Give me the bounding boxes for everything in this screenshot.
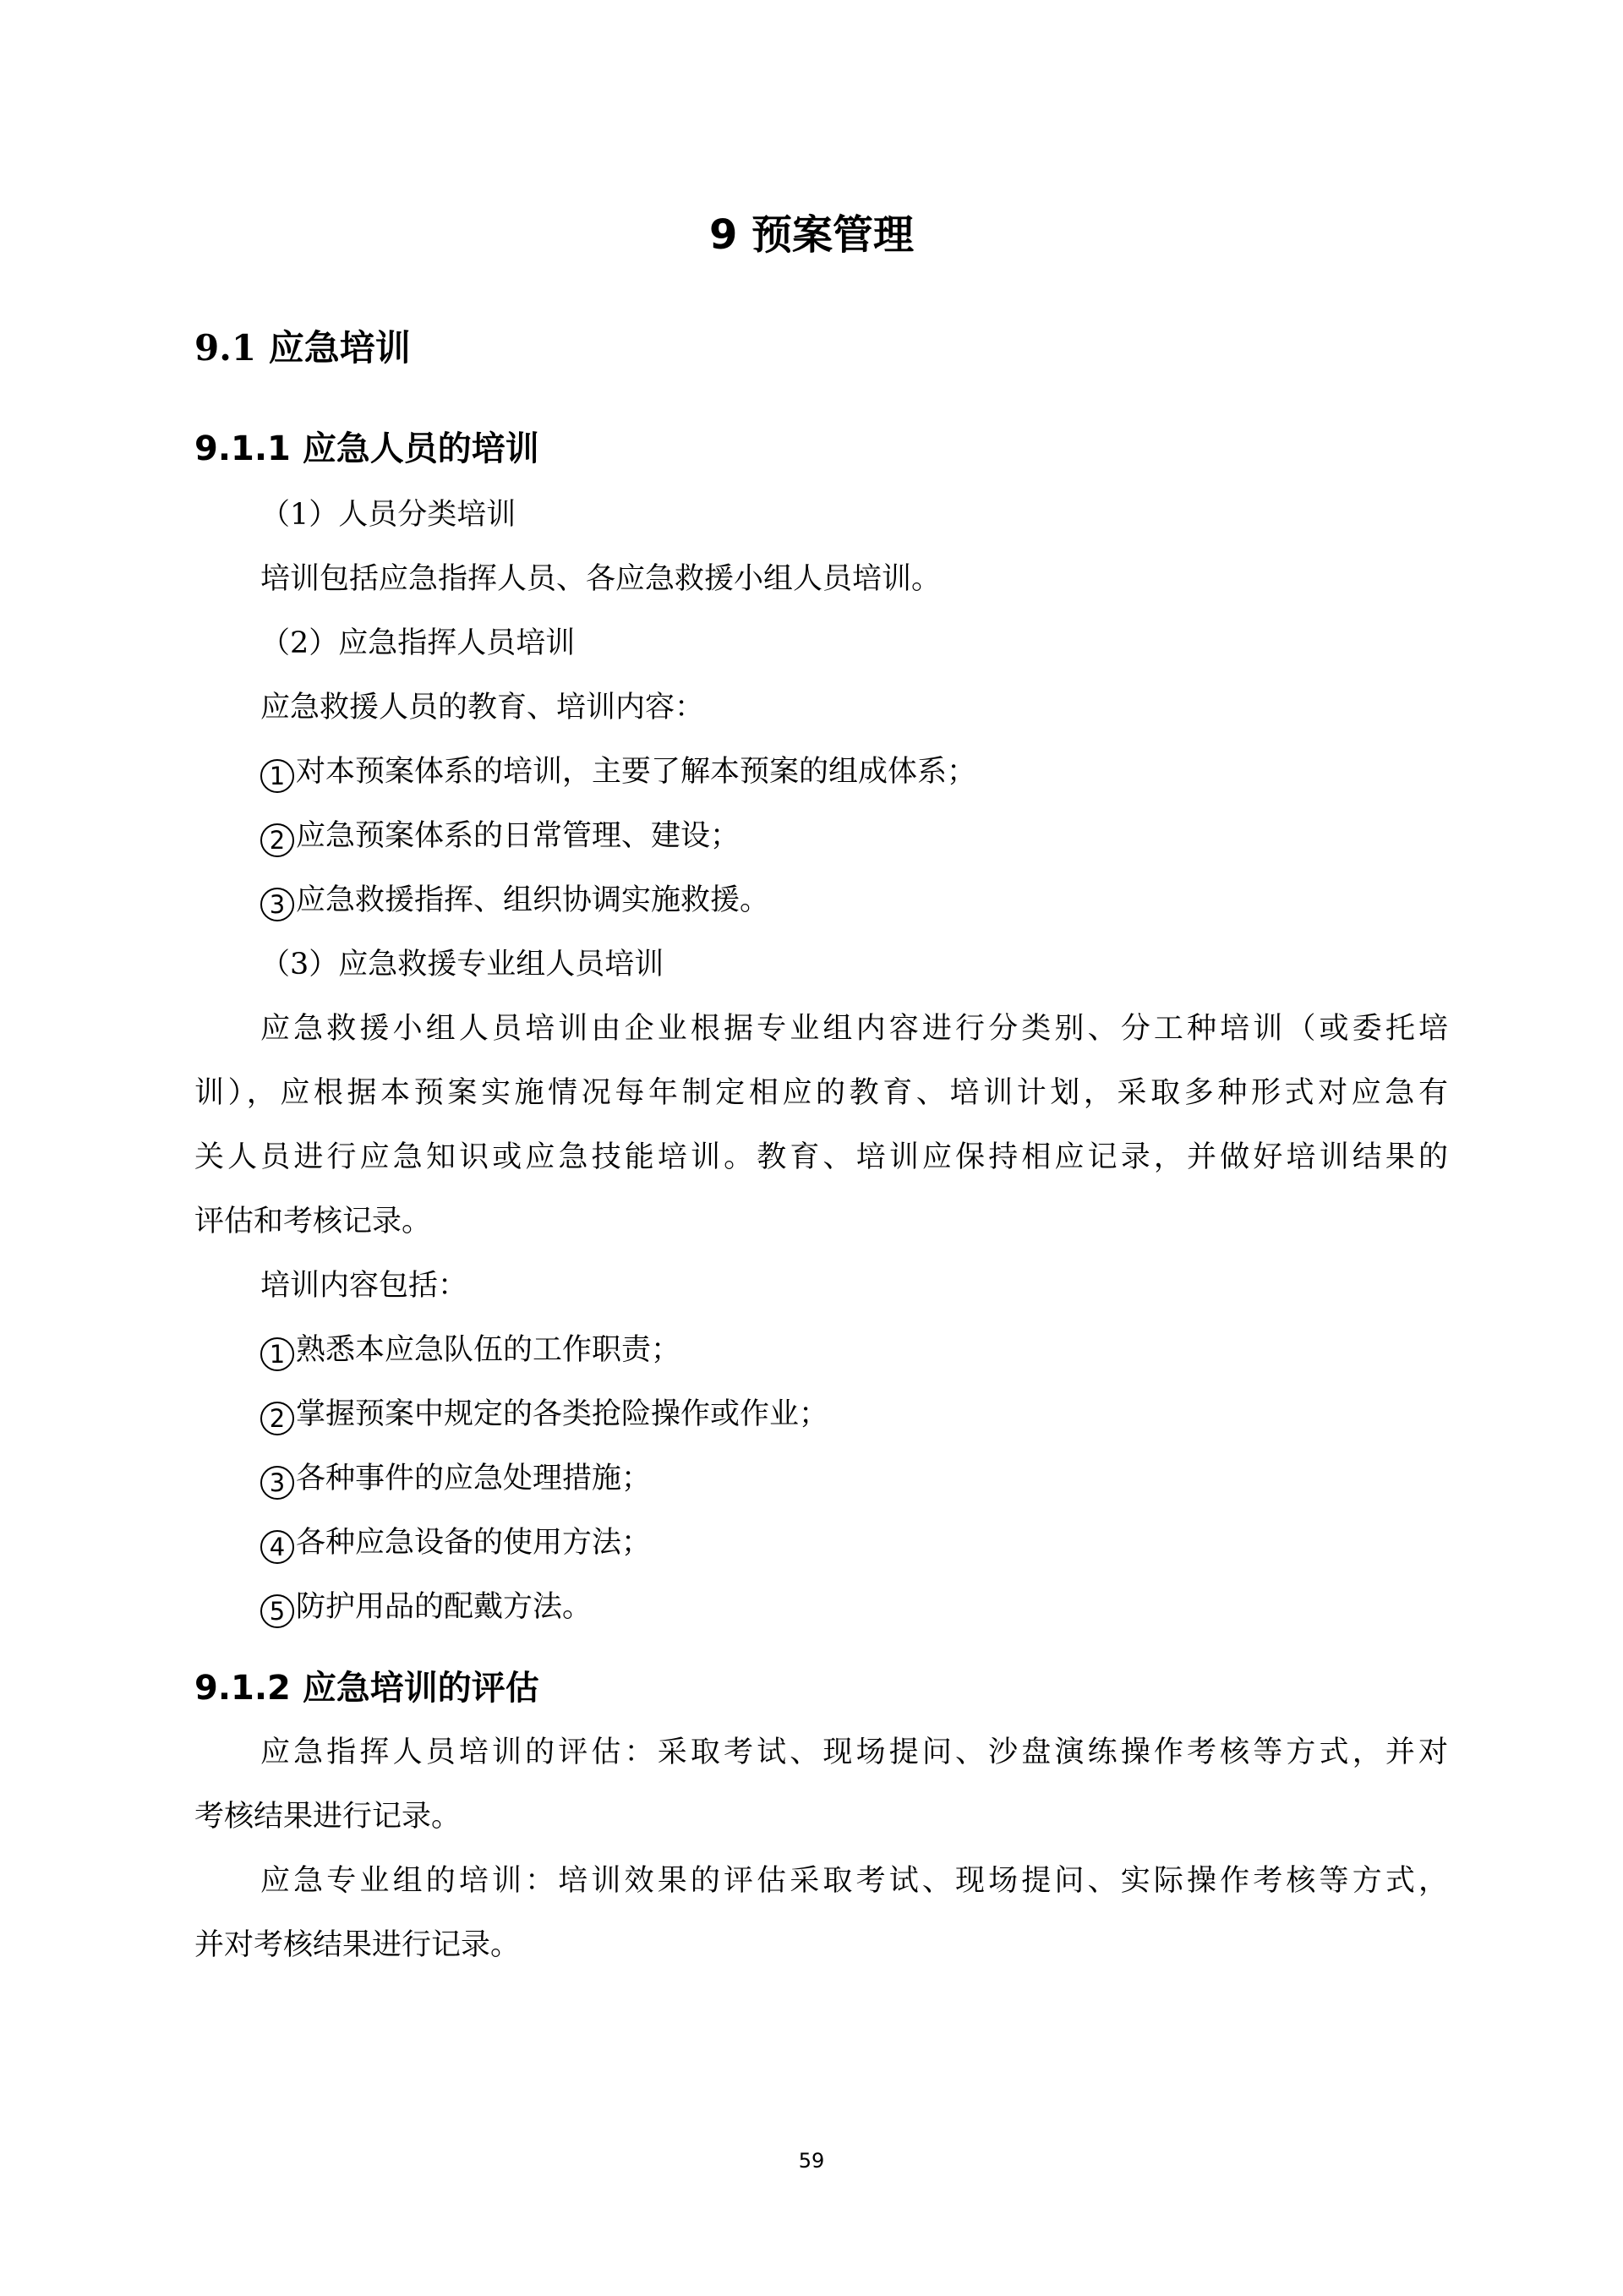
list-item bbox=[260, 1329, 680, 1371]
list-item bbox=[260, 815, 740, 857]
circled-number: 4 bbox=[260, 1530, 294, 1564]
subsection-title: 9.1.2 应急培训的评估 bbox=[194, 1669, 539, 1708]
list-item-text: 各种应急设备的使用方法； bbox=[296, 1526, 652, 1560]
item-heading: （3）应急救援专业组人员培训 bbox=[260, 948, 664, 981]
list-item bbox=[260, 1522, 651, 1564]
paragraph-line: 应急专业组的培训：培训效果的评估采取考试、现场提问、实际操作考核等方式， bbox=[260, 1864, 1448, 1898]
paragraph: 应急救援人员的教育、培训内容： bbox=[260, 691, 705, 724]
circled-number: 5 bbox=[260, 1594, 294, 1628]
paragraph-line: 评估和考核记录。 bbox=[194, 1205, 432, 1238]
list-item bbox=[260, 1393, 828, 1435]
paragraph: 培训内容包括： bbox=[260, 1269, 468, 1303]
subsection-title: 9.1.1 应急人员的培训 bbox=[194, 429, 539, 468]
item-heading: （2）应急指挥人员培训 bbox=[260, 626, 576, 660]
list-item-text: 掌握预案中规定的各类抢险操作或作业； bbox=[296, 1397, 829, 1431]
circled-number: 3 bbox=[260, 888, 294, 921]
chapter-title: 9 预案管理 bbox=[708, 211, 915, 259]
circled-number: 2 bbox=[260, 1402, 294, 1435]
list-item bbox=[260, 879, 769, 921]
circled-number: 3 bbox=[260, 1466, 294, 1500]
item-heading: （1）人员分类培训 bbox=[260, 498, 516, 532]
list-item-text: 各种事件的应急处理措施； bbox=[296, 1462, 652, 1495]
list-item bbox=[260, 751, 976, 793]
paragraph-line: 应急指挥人员培训的评估：采取考试、现场提问、沙盘演练操作考核等方式，并对 bbox=[260, 1736, 1448, 1769]
list-item-text: 对本预案体系的培训，主要了解本预案的组成体系； bbox=[296, 755, 977, 789]
circled-number: 1 bbox=[260, 1337, 294, 1371]
paragraph-line: 并对考核结果进行记录。 bbox=[194, 1928, 521, 1962]
list-item bbox=[260, 1457, 651, 1500]
paragraph: 培训包括应急指挥人员、各应急救援小组人员培训。 bbox=[260, 562, 942, 596]
paragraph-line: 应急救援小组人员培训由企业根据专业组内容进行分类别、分工种培训（或委托培 bbox=[260, 1012, 1448, 1046]
section-title: 9.1 应急培训 bbox=[194, 327, 411, 369]
list-item-text: 熟悉本应急队伍的工作职责； bbox=[296, 1333, 681, 1367]
paragraph-line: 考核结果进行记录。 bbox=[194, 1800, 462, 1834]
list-item-text: 应急预案体系的日常管理、建设； bbox=[296, 819, 740, 853]
list-item bbox=[260, 1586, 592, 1628]
circled-number: 1 bbox=[260, 759, 294, 793]
circled-number: 2 bbox=[260, 823, 294, 857]
page-number: 59 bbox=[798, 2149, 825, 2173]
list-item-text: 应急救援指挥、组织协调实施救援。 bbox=[296, 883, 770, 917]
list-item-text: 防护用品的配戴方法。 bbox=[296, 1590, 593, 1624]
paragraph-line: 训），应根据本预案实施情况每年制定相应的教育、培训计划，采取多种形式对应急有 bbox=[194, 1076, 1448, 1110]
paragraph-line: 关人员进行应急知识或应急技能培训。教育、培训应保持相应记录，并做好培训结果的 bbox=[194, 1140, 1448, 1174]
